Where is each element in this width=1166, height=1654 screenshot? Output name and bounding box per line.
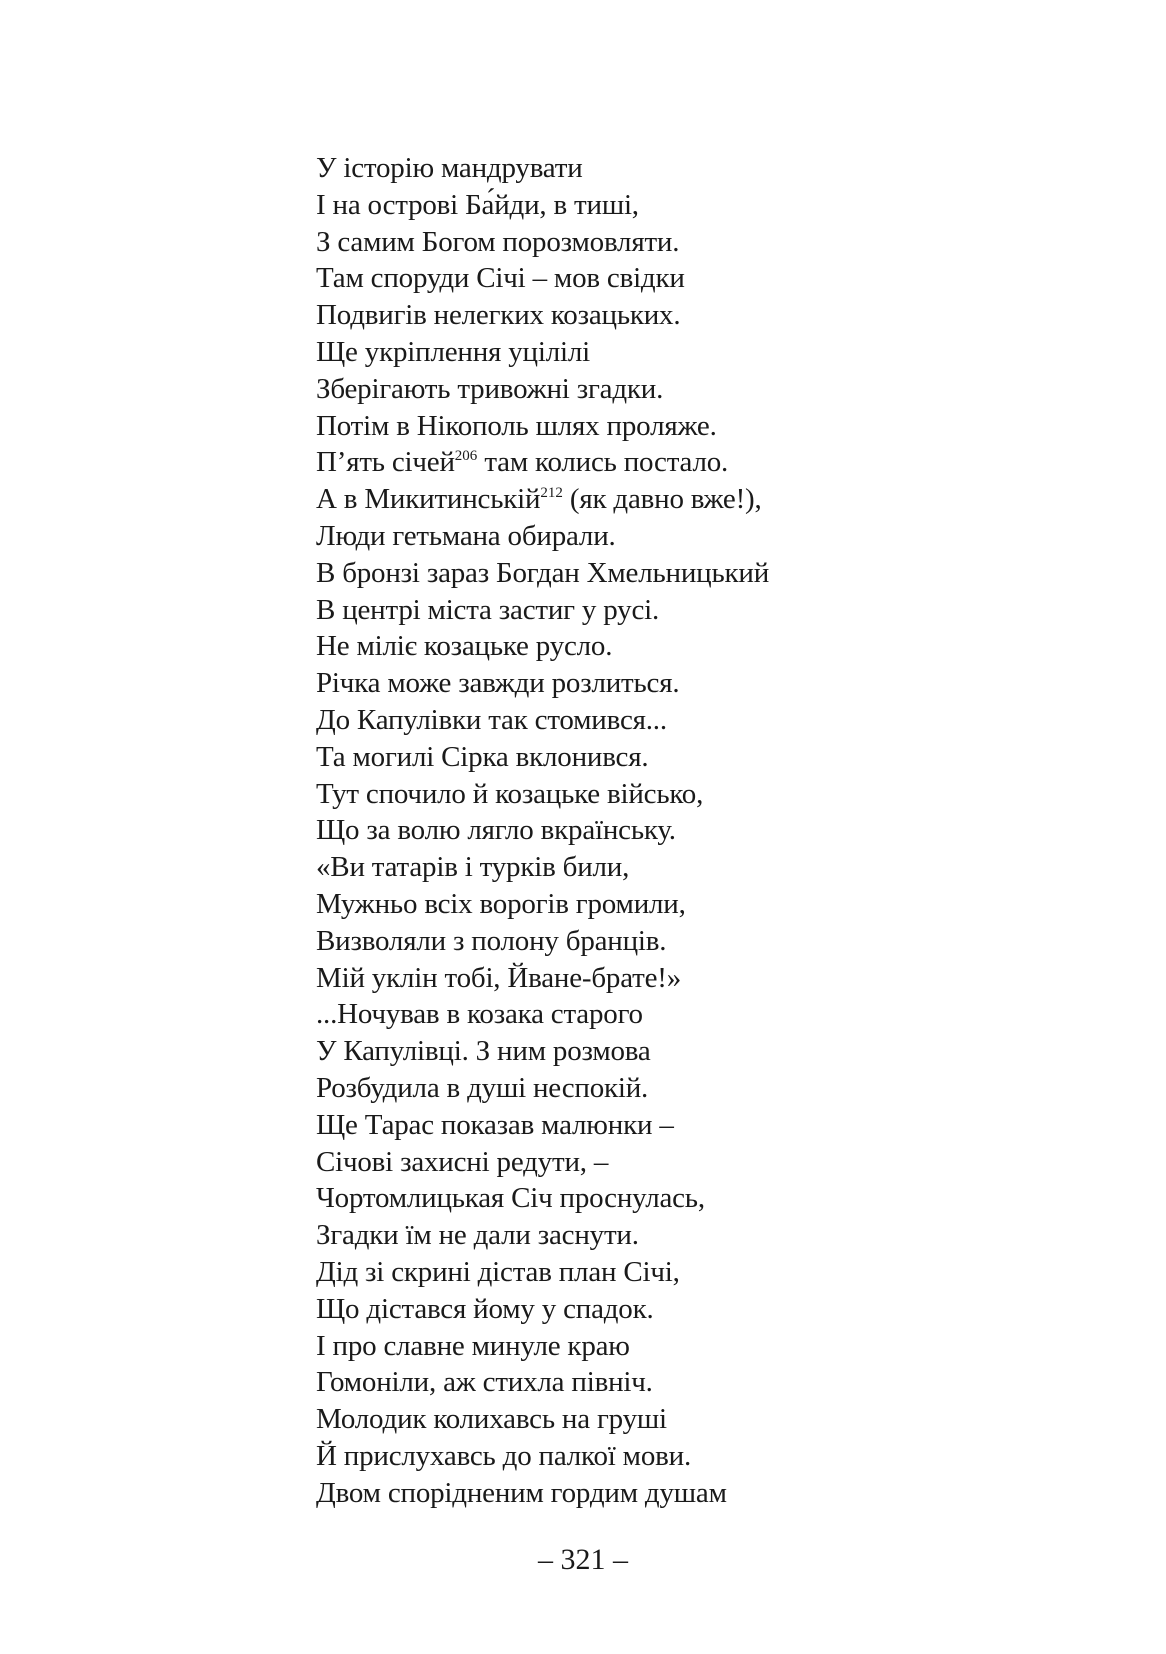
page-number: – 321 – <box>538 1543 628 1576</box>
poem-line: Подвигів нелегких козацьких. <box>316 299 681 332</box>
poem <box>316 150 1016 1511</box>
poem-line: Що за волю лягло вкраїнську. <box>316 814 676 847</box>
poem-line: Мужньо всіх ворогів громили, <box>316 887 686 920</box>
poem-line: Згадки їм не дали заснути. <box>316 1219 639 1252</box>
poem-line: Ще Тарас показав малюнки – <box>316 1108 674 1141</box>
poem-line: ...Ночував в козака старого <box>316 998 643 1031</box>
poem-line: В бронзі зараз Богдан Хмельницький <box>316 556 770 589</box>
poem-line: Двом спорідненим гордим душам <box>316 1476 727 1509</box>
poem-line: А в Микитинській$^{212}$ (як давно вже!), <box>316 483 762 516</box>
footnote-marker: 212 <box>540 485 563 502</box>
poem-line: Й прислухавсь до палкої мови. <box>316 1439 691 1472</box>
poem-line: І на острові Ба́йди, в тиші, <box>316 188 639 221</box>
poem-line: Не міліє козацьке русло. <box>316 630 613 663</box>
poem-line: Річка може завжди розлиться. <box>316 667 680 700</box>
poem-line: Молодик колихавсь на груші <box>316 1403 667 1436</box>
footnote-marker: 206 <box>454 448 478 465</box>
poem-line: Гомоніли, аж стихла північ. <box>316 1366 653 1399</box>
poem-line: Дід зі скрині дістав план Січі, <box>316 1255 680 1288</box>
poem-line: Ще укріплення уцілілі <box>316 335 590 368</box>
poem-line: У Капулівці. З ним розмова <box>316 1035 651 1068</box>
poem-line: П’ять січей$^{206}$ там колись постало. <box>316 446 729 479</box>
poem-line: До Капулівки так стомився... <box>316 703 667 736</box>
poem-line: Січові захисні редути, – <box>316 1145 609 1178</box>
poem-line: У історію мандрувати <box>316 152 583 184</box>
poem-line: Люди гетьмана обирали. <box>316 519 616 552</box>
poem-line: Тут спочило й козацьке військо, <box>316 777 704 810</box>
poem-line: Зберігають тривожні згадки. <box>316 372 664 405</box>
poem-line: Що дістався йому у спадок. <box>316 1292 654 1325</box>
poem-line: З самим Богом порозмовляти. <box>316 225 680 258</box>
poem-line: І про славне минуле краю <box>316 1329 630 1362</box>
poem-line: Розбудила в душі неспокій. <box>316 1071 649 1104</box>
poem-line: Визволяли з полону бранців. <box>316 924 667 957</box>
poem-line: В центрі міста застиг у русі. <box>316 593 660 626</box>
poem-line: Потім в Нікополь шлях проляже. <box>316 409 717 442</box>
poem-line: Там споруди Січі – мов свідки <box>316 262 685 295</box>
poem-line: Мій уклін тобі, Йване-брате!» <box>316 961 682 994</box>
poem-line: Чортомлицькая Січ проснулась, <box>316 1182 705 1215</box>
poem-line: Та могилі Сірка вклонився. <box>316 740 649 773</box>
poem-line: «Ви татарів і турків били, <box>316 851 630 884</box>
